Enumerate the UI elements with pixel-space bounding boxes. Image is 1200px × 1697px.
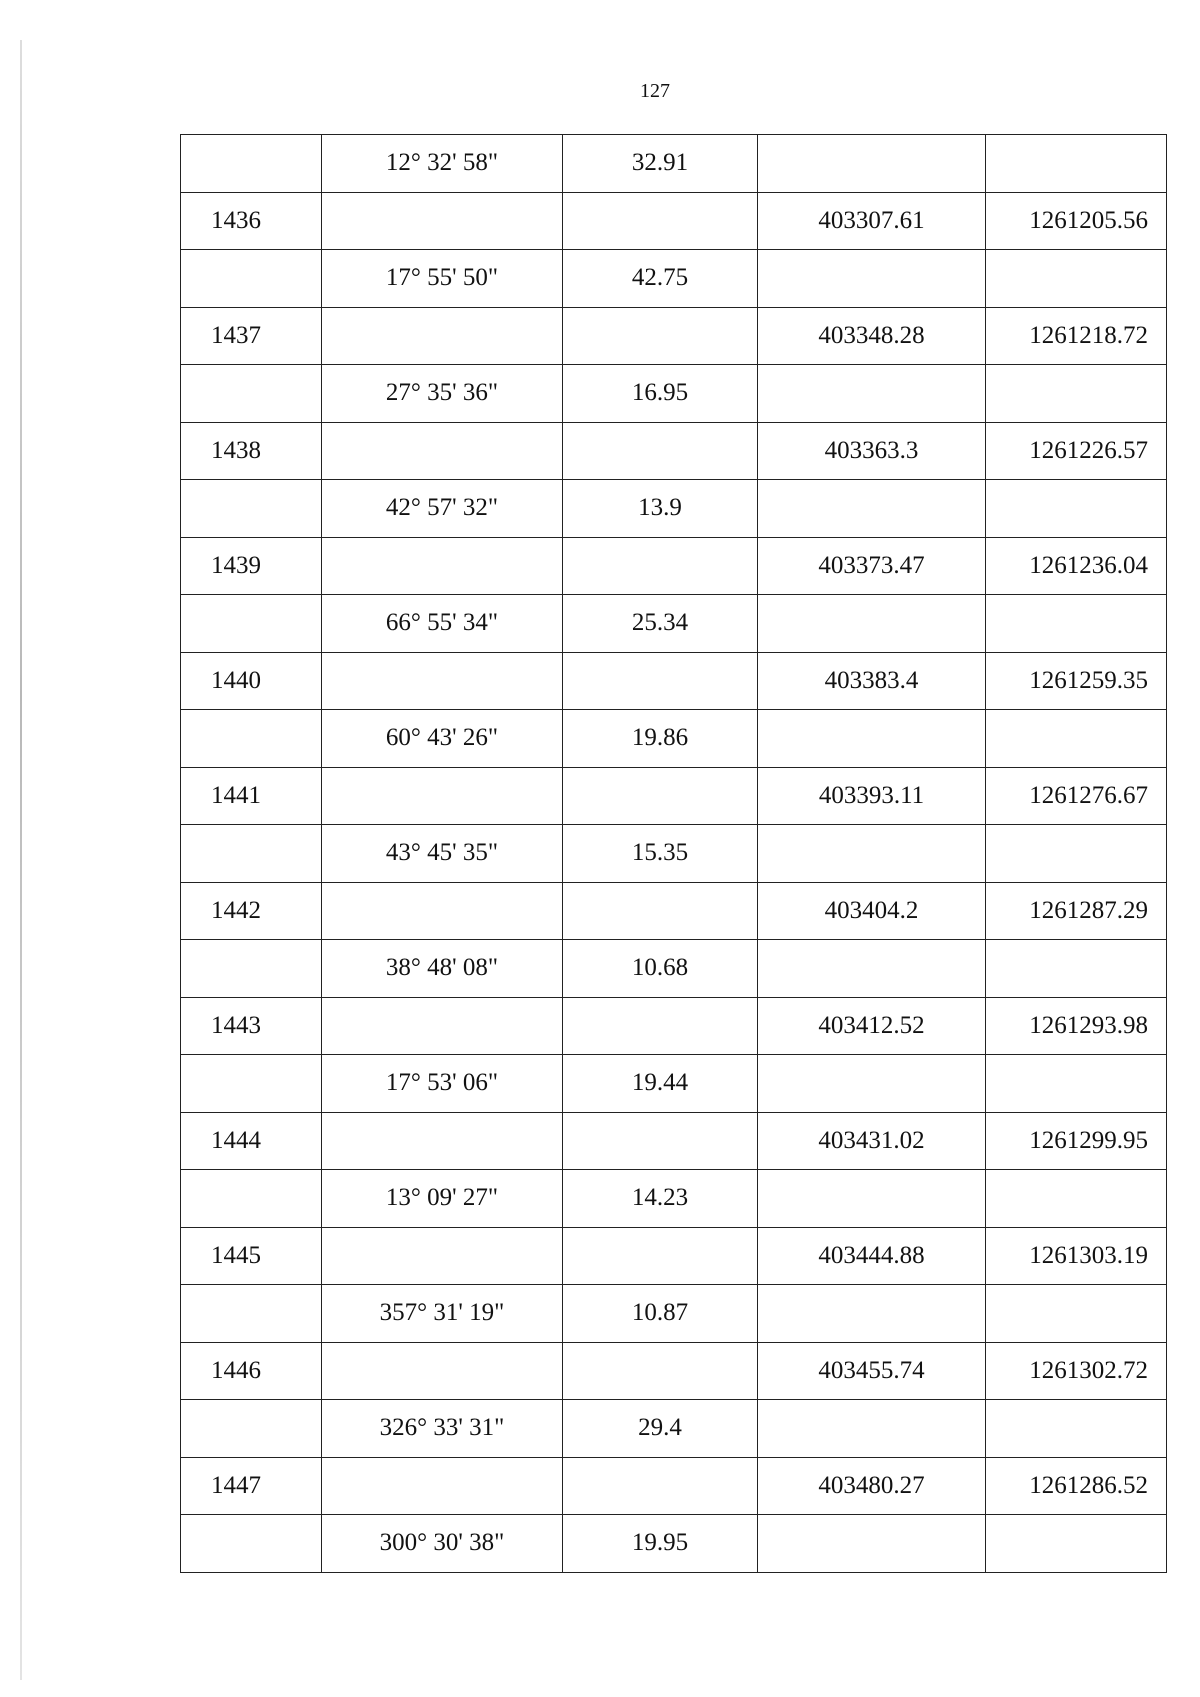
distance-cell <box>563 307 758 365</box>
distance-cell: 19.95 <box>563 1515 758 1573</box>
table-row <box>181 882 1167 940</box>
northing-cell <box>758 480 986 538</box>
bearing-cell <box>322 767 563 825</box>
distance-cell: 16.95 <box>563 365 758 423</box>
bearing-cell: 326° 33' 31" <box>322 1400 563 1458</box>
easting-cell: 1261205.56 <box>986 192 1167 250</box>
easting-cell <box>986 595 1167 653</box>
distance-cell: 10.68 <box>563 940 758 998</box>
table-row <box>181 537 1167 595</box>
northing-cell: 403455.74 <box>758 1342 986 1400</box>
table-row <box>181 192 1167 250</box>
northing-cell <box>758 365 986 423</box>
distance-cell: 13.9 <box>563 480 758 538</box>
northing-cell <box>758 135 986 193</box>
distance-cell: 19.44 <box>563 1055 758 1113</box>
coordinates-table-container <box>180 134 1166 1573</box>
bearing-cell <box>322 652 563 710</box>
northing-cell: 403383.4 <box>758 652 986 710</box>
table-row <box>181 250 1167 308</box>
table-row <box>181 1400 1167 1458</box>
scan-binding-edge <box>20 40 22 1680</box>
table-row <box>181 825 1167 883</box>
distance-cell <box>563 1457 758 1515</box>
distance-cell: 14.23 <box>563 1170 758 1228</box>
station-cell <box>181 480 322 538</box>
station-cell: 1437 <box>181 307 322 365</box>
station-cell: 1444 <box>181 1112 322 1170</box>
table-row <box>181 940 1167 998</box>
bearing-cell: 43° 45' 35" <box>322 825 563 883</box>
station-cell <box>181 825 322 883</box>
station-cell <box>181 710 322 768</box>
distance-cell <box>563 537 758 595</box>
station-cell <box>181 1170 322 1228</box>
table-row <box>181 767 1167 825</box>
station-cell: 1445 <box>181 1227 322 1285</box>
table-row <box>181 480 1167 538</box>
station-cell: 1439 <box>181 537 322 595</box>
distance-cell <box>563 1342 758 1400</box>
table-row <box>181 997 1167 1055</box>
bearing-cell: 42° 57' 32" <box>322 480 563 538</box>
northing-cell: 403373.47 <box>758 537 986 595</box>
northing-cell: 403393.11 <box>758 767 986 825</box>
table-body <box>181 135 1167 1573</box>
bearing-cell <box>322 192 563 250</box>
station-cell: 1438 <box>181 422 322 480</box>
distance-cell: 25.34 <box>563 595 758 653</box>
station-cell <box>181 250 322 308</box>
easting-cell <box>986 1515 1167 1573</box>
northing-cell: 403431.02 <box>758 1112 986 1170</box>
table-row <box>181 1227 1167 1285</box>
northing-cell: 403480.27 <box>758 1457 986 1515</box>
distance-cell: 32.91 <box>563 135 758 193</box>
bearing-cell: 27° 35' 36" <box>322 365 563 423</box>
northing-cell <box>758 250 986 308</box>
distance-cell <box>563 1112 758 1170</box>
easting-cell: 1261259.35 <box>986 652 1167 710</box>
bearing-cell <box>322 997 563 1055</box>
easting-cell <box>986 710 1167 768</box>
distance-cell <box>563 652 758 710</box>
station-cell: 1440 <box>181 652 322 710</box>
northing-cell <box>758 1400 986 1458</box>
distance-cell: 29.4 <box>563 1400 758 1458</box>
easting-cell: 1261293.98 <box>986 997 1167 1055</box>
bearing-cell <box>322 1112 563 1170</box>
easting-cell <box>986 1055 1167 1113</box>
northing-cell <box>758 825 986 883</box>
table-row <box>181 1342 1167 1400</box>
bearing-cell: 38° 48' 08" <box>322 940 563 998</box>
northing-cell: 403412.52 <box>758 997 986 1055</box>
station-cell <box>181 940 322 998</box>
bearing-cell <box>322 1342 563 1400</box>
northing-cell: 403307.61 <box>758 192 986 250</box>
table-row <box>181 595 1167 653</box>
table-row <box>181 135 1167 193</box>
table-row <box>181 1055 1167 1113</box>
northing-cell <box>758 1055 986 1113</box>
station-cell: 1441 <box>181 767 322 825</box>
northing-cell <box>758 710 986 768</box>
bearing-cell <box>322 307 563 365</box>
bearing-cell: 13° 09' 27" <box>322 1170 563 1228</box>
easting-cell <box>986 135 1167 193</box>
table-row <box>181 422 1167 480</box>
bearing-cell: 17° 53' 06" <box>322 1055 563 1113</box>
table-row <box>181 710 1167 768</box>
northing-cell: 403348.28 <box>758 307 986 365</box>
easting-cell <box>986 250 1167 308</box>
distance-cell <box>563 767 758 825</box>
table-row <box>181 1515 1167 1573</box>
easting-cell <box>986 1170 1167 1228</box>
bearing-cell <box>322 422 563 480</box>
distance-cell <box>563 192 758 250</box>
easting-cell <box>986 365 1167 423</box>
station-cell <box>181 1515 322 1573</box>
bearing-cell: 357° 31' 19" <box>322 1285 563 1343</box>
distance-cell <box>563 882 758 940</box>
station-cell: 1436 <box>181 192 322 250</box>
easting-cell: 1261286.52 <box>986 1457 1167 1515</box>
easting-cell <box>986 480 1167 538</box>
bearing-cell <box>322 537 563 595</box>
easting-cell: 1261226.57 <box>986 422 1167 480</box>
bearing-cell: 66° 55' 34" <box>322 595 563 653</box>
table-row <box>181 1112 1167 1170</box>
table-row <box>181 1170 1167 1228</box>
station-cell: 1443 <box>181 997 322 1055</box>
station-cell <box>181 1285 322 1343</box>
station-cell <box>181 135 322 193</box>
bearing-cell <box>322 1457 563 1515</box>
northing-cell <box>758 1170 986 1228</box>
bearing-cell: 300° 30' 38" <box>322 1515 563 1573</box>
distance-cell: 42.75 <box>563 250 758 308</box>
easting-cell <box>986 825 1167 883</box>
easting-cell: 1261236.04 <box>986 537 1167 595</box>
easting-cell: 1261299.95 <box>986 1112 1167 1170</box>
easting-cell <box>986 940 1167 998</box>
easting-cell <box>986 1285 1167 1343</box>
station-cell <box>181 1055 322 1113</box>
bearing-cell <box>322 882 563 940</box>
station-cell <box>181 1400 322 1458</box>
northing-cell: 403404.2 <box>758 882 986 940</box>
easting-cell <box>986 1400 1167 1458</box>
northing-cell <box>758 1515 986 1573</box>
bearing-cell: 17° 55' 50" <box>322 250 563 308</box>
northing-cell: 403363.3 <box>758 422 986 480</box>
northing-cell <box>758 940 986 998</box>
station-cell <box>181 365 322 423</box>
table-row <box>181 652 1167 710</box>
station-cell: 1446 <box>181 1342 322 1400</box>
distance-cell <box>563 997 758 1055</box>
distance-cell <box>563 1227 758 1285</box>
easting-cell: 1261302.72 <box>986 1342 1167 1400</box>
easting-cell: 1261287.29 <box>986 882 1167 940</box>
easting-cell: 1261276.67 <box>986 767 1167 825</box>
distance-cell: 15.35 <box>563 825 758 883</box>
easting-cell: 1261303.19 <box>986 1227 1167 1285</box>
easting-cell: 1261218.72 <box>986 307 1167 365</box>
station-cell: 1442 <box>181 882 322 940</box>
northing-cell <box>758 595 986 653</box>
distance-cell <box>563 422 758 480</box>
table-row <box>181 365 1167 423</box>
station-cell <box>181 595 322 653</box>
northing-cell <box>758 1285 986 1343</box>
table-row <box>181 1457 1167 1515</box>
bearing-cell: 12° 32' 58" <box>322 135 563 193</box>
distance-cell: 10.87 <box>563 1285 758 1343</box>
table-row <box>181 1285 1167 1343</box>
bearing-cell <box>322 1227 563 1285</box>
page-number: 127 <box>640 80 670 102</box>
station-cell: 1447 <box>181 1457 322 1515</box>
bearing-cell: 60° 43' 26" <box>322 710 563 768</box>
distance-cell: 19.86 <box>563 710 758 768</box>
coordinates-table <box>180 134 1167 1573</box>
northing-cell: 403444.88 <box>758 1227 986 1285</box>
table-row <box>181 307 1167 365</box>
